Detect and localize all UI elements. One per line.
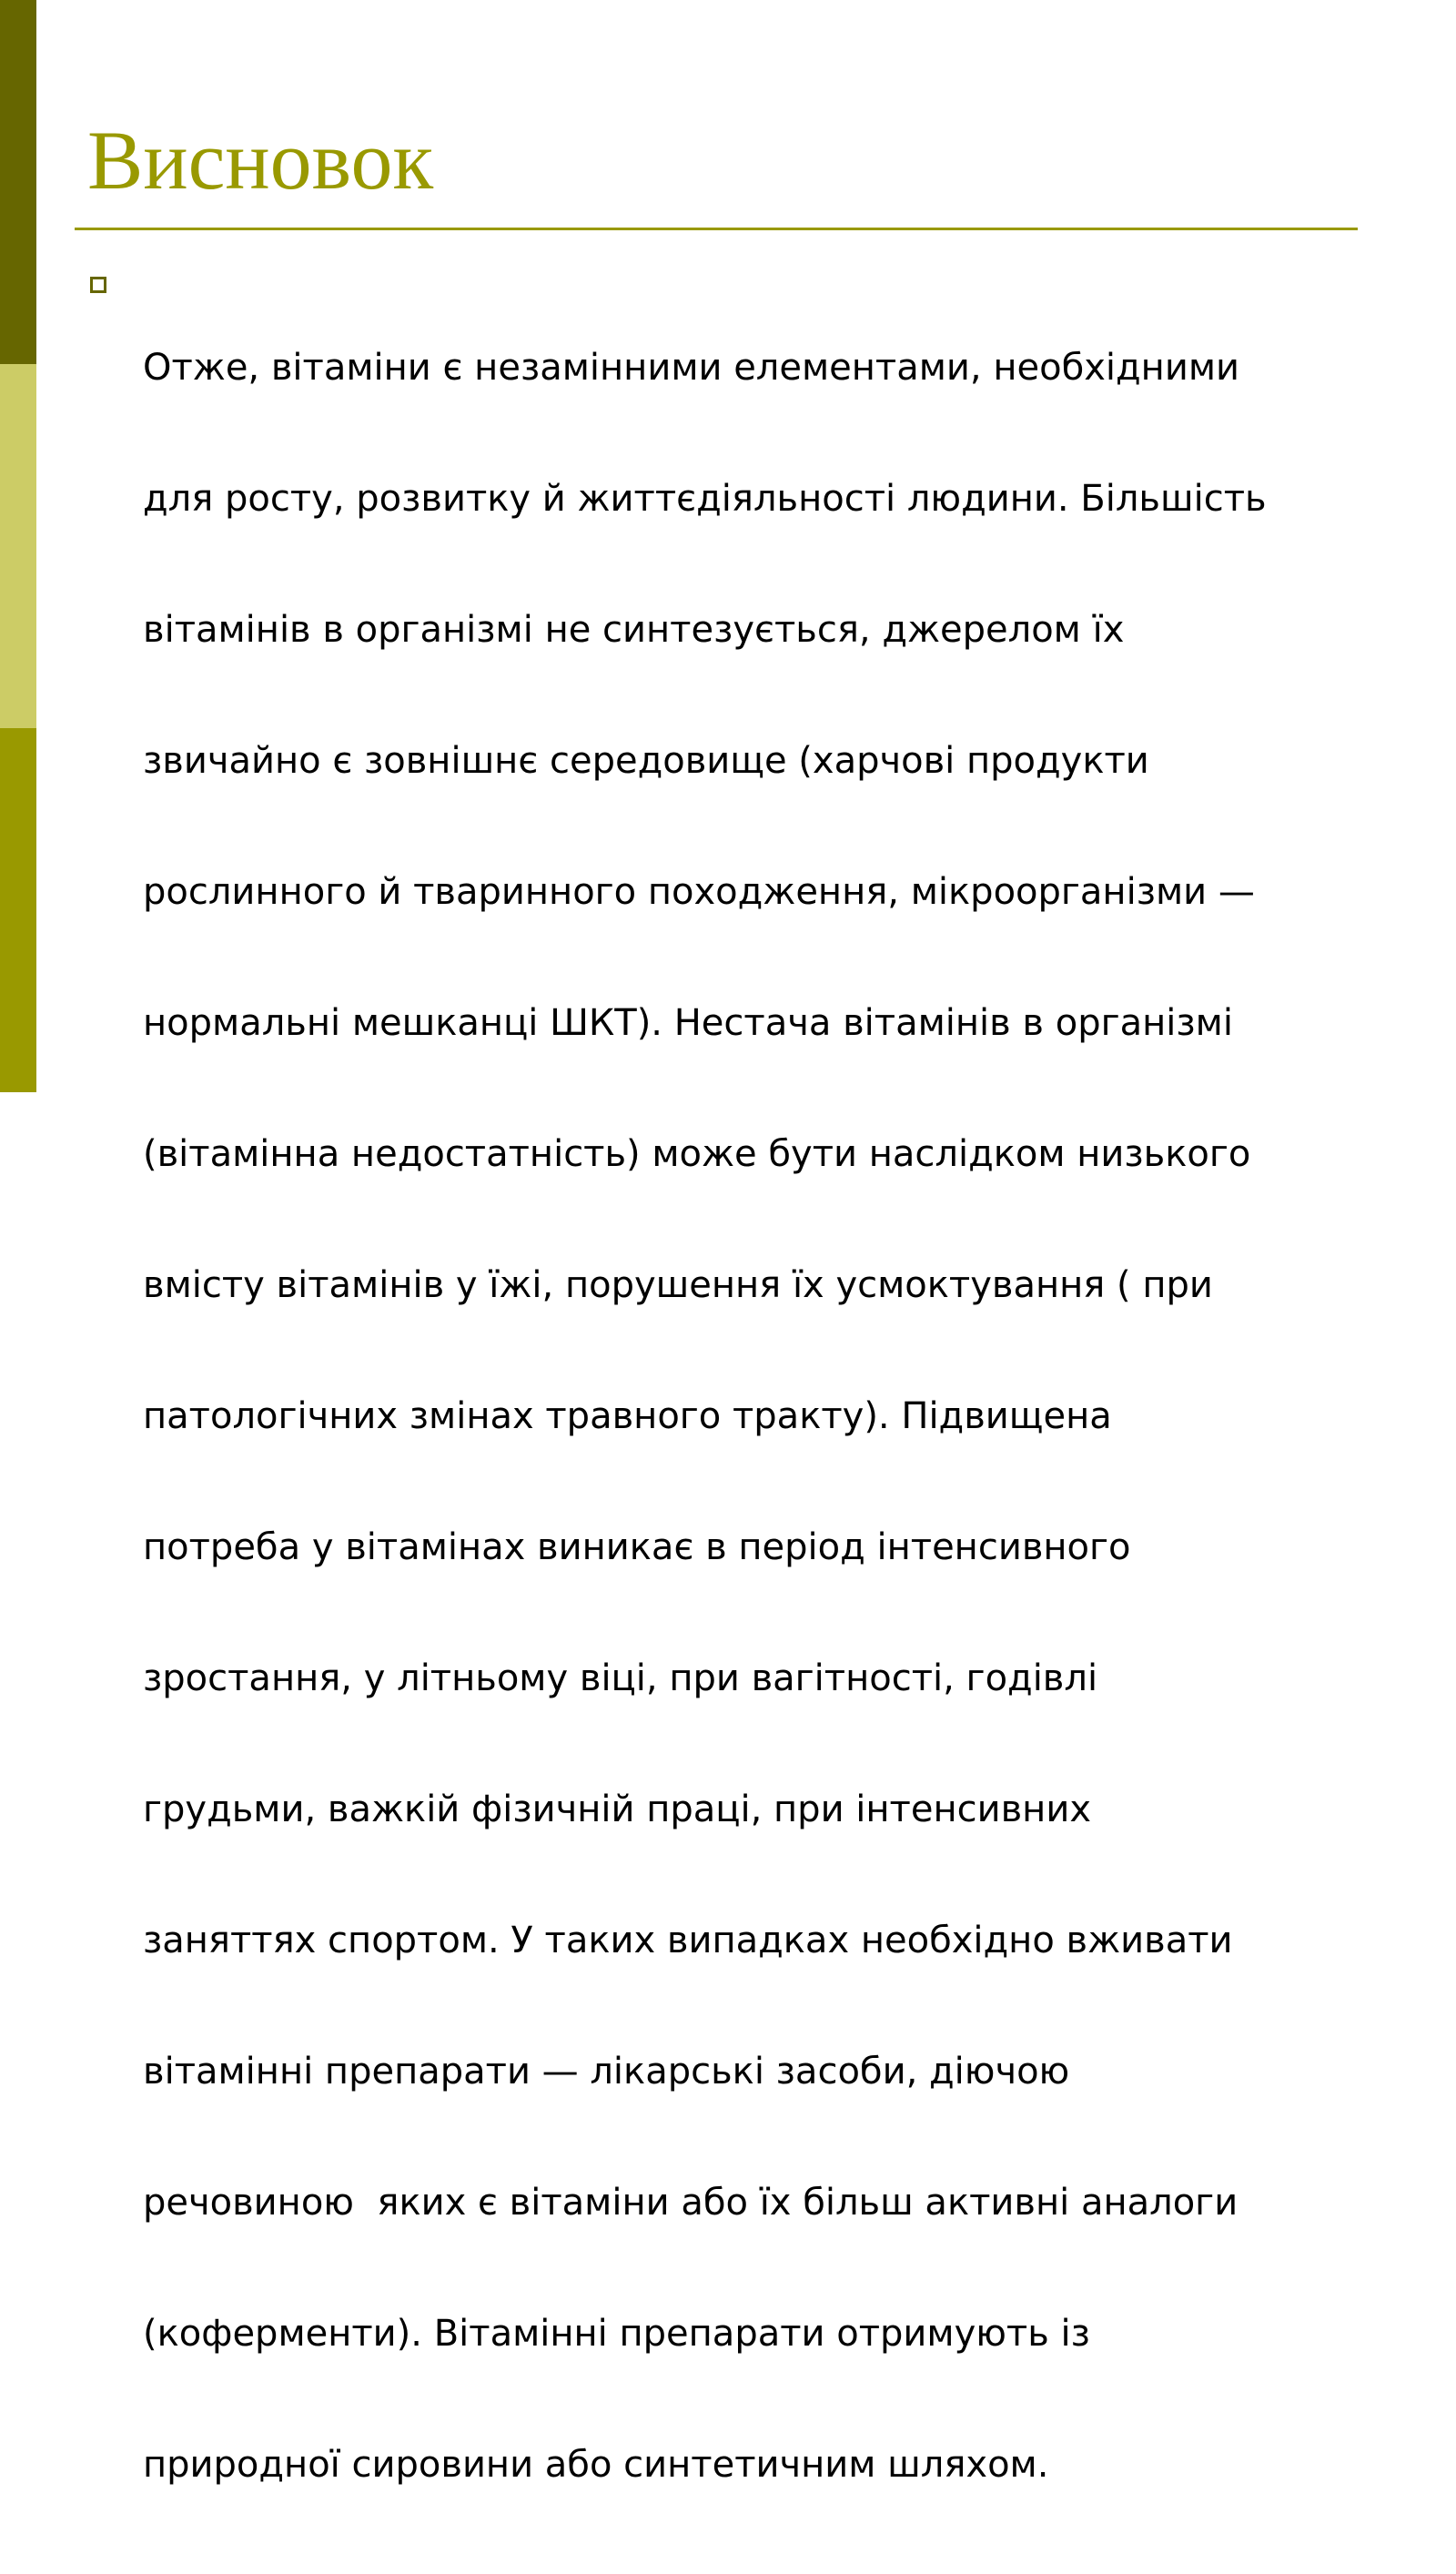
body-line: заняттях спортом. У таких випадках необхідно вживати xyxy=(143,1920,1233,1961)
hollow-square-bullet-icon xyxy=(90,277,106,293)
body-line: природної сировини або синтетичним шляхом. xyxy=(143,2444,1049,2486)
body-line: патологічних змінах травного тракту). Підвищена xyxy=(143,1395,1112,1437)
body-line: рослинного й тваринного походження, мікроорганізми — xyxy=(143,871,1255,913)
body-line: речовиною яких є вітаміни або їх більш активні аналоги xyxy=(143,2182,1239,2224)
body-line: (коферменти). Вітамінні препарати отримують із xyxy=(143,2313,1090,2355)
body-line: грудьми, важкій фізичній праці, при інтенсивних xyxy=(143,1789,1091,1830)
title-divider xyxy=(75,228,1358,230)
body-paragraph xyxy=(143,258,1380,2574)
slide-title: Висновок xyxy=(87,114,434,207)
body-line: (вітамінна недостатність) може бути наслідком низького xyxy=(143,1133,1251,1175)
left-stripe-light xyxy=(0,364,36,728)
body-line: вмісту вітамінів у їжі, порушення їх усмоктування ( при xyxy=(143,1264,1213,1306)
body-line: зростання, у літньому віці, при вагітності, годівлі xyxy=(143,1657,1098,1699)
body-line: Отже, вітаміни є незамінними елементами, необхідними xyxy=(143,347,1239,389)
body-line: потреба у вітамінах виникає в період інтенсивного xyxy=(143,1526,1131,1568)
body-line: для росту, розвитку й життєдіяльності людини. Більшість xyxy=(143,478,1267,520)
body-line: звичайно є зовнішнє середовище (харчові продукти xyxy=(143,740,1149,782)
body-line: нормальні мешканці ШКТ). Нестача вітамінів в організмі xyxy=(143,1002,1233,1044)
body-line: вітамінні препарати — лікарські засоби, діючою xyxy=(143,2051,1070,2093)
left-stripe-olive xyxy=(0,728,36,1092)
body-line: вітамінів в організмі не синтезується, джерелом їх xyxy=(143,609,1125,651)
left-stripe-dark xyxy=(0,0,36,364)
